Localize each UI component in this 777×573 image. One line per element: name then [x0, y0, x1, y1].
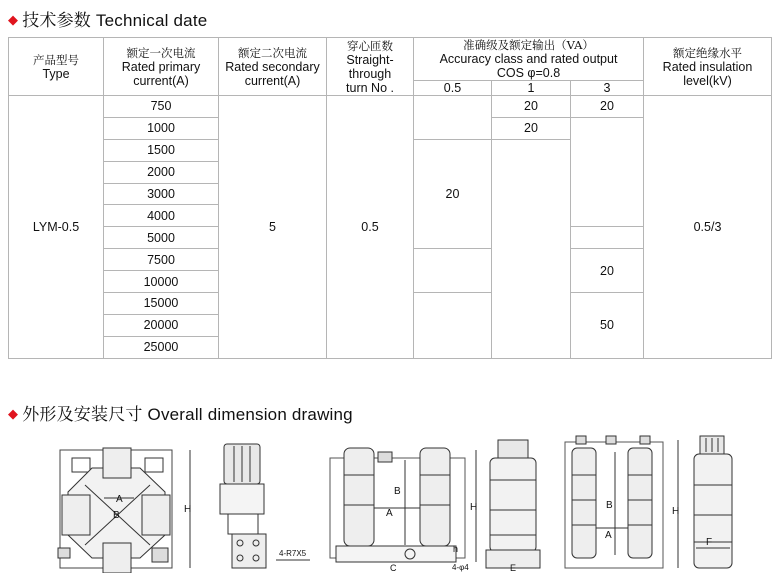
cell-secondary: 5 [219, 96, 327, 359]
header-class-1: 1 [492, 81, 571, 96]
cell-primary: 3000 [104, 183, 219, 205]
cell-class1-empty [492, 139, 571, 358]
cell-turns: 0.5 [327, 96, 414, 359]
cell-primary: 4000 [104, 205, 219, 227]
cell-primary: 750 [104, 96, 219, 118]
cell-class3-empty [571, 117, 644, 226]
cell-primary: 1000 [104, 117, 219, 139]
label-h: H [184, 504, 192, 515]
drawing-front-wide [330, 448, 477, 573]
label-hole-note: 4-φ4 [452, 563, 469, 572]
drawing-side-view-2 [486, 440, 540, 573]
header-turns: 穿心匝数 Straight- through turn No . [327, 38, 414, 96]
header-type: 产品型号 Type [9, 38, 104, 96]
cell-primary: 5000 [104, 227, 219, 249]
header-insulation: 额定绝缘水平 Rated insulation level(kV) [644, 38, 772, 96]
cell-insulation: 0.5/3 [644, 96, 772, 359]
cell-primary: 15000 [104, 293, 219, 315]
cell-primary: 20000 [104, 314, 219, 336]
cell-primary: 25000 [104, 336, 219, 358]
technical-spec-table [8, 37, 772, 359]
cell-class1: 20 [492, 96, 571, 118]
label-a-front: A [386, 508, 393, 519]
dimension-drawings [0, 430, 777, 573]
cell-primary: 7500 [104, 249, 219, 271]
cell-primary: 2000 [104, 161, 219, 183]
label-b: B [113, 510, 120, 521]
drawing-front-tall [565, 436, 679, 568]
cell-class05: 20 [414, 139, 492, 248]
label-r-note: 4-R7X5 [279, 549, 307, 558]
section-title-technical: ◆ 技术参数 Technical date [8, 11, 208, 30]
label-c: C [390, 563, 397, 573]
red-diamond-icon: ◆ [8, 406, 19, 421]
label-f: F [706, 537, 713, 548]
header-secondary-current: 额定二次电流 Rated secondary current(A) [219, 38, 327, 96]
drawing-octagon-front [58, 448, 191, 573]
red-diamond-icon: ◆ [8, 12, 19, 27]
label-a-tall: A [605, 530, 612, 541]
cell-class05-empty [414, 293, 492, 359]
header-primary-current: 额定一次电流 Rated primary current(A) [104, 38, 219, 96]
header-class-0-5: 0.5 [414, 81, 492, 96]
cell-primary: 10000 [104, 271, 219, 293]
header-class-3: 3 [571, 81, 644, 96]
drawing-side-view-1 [220, 444, 310, 568]
label-b-tall: B [606, 500, 613, 511]
label-h-front: H [470, 502, 478, 513]
label-e: E [510, 563, 517, 573]
cell-class3: 20 [571, 96, 644, 118]
cell-class1: 20 [492, 117, 571, 139]
drawing-side-view-3 [694, 436, 732, 568]
cell-class05-empty [414, 249, 492, 293]
header-accuracy: 准确级及额定输出（VA） Accuracy class and rated output COS φ=0.8 [414, 38, 644, 81]
cell-class05-empty [414, 96, 492, 140]
cell-class3: 20 [571, 249, 644, 293]
label-h-small: h [453, 544, 459, 554]
label-h-tall: H [672, 506, 680, 517]
label-b-front: B [394, 486, 401, 497]
cell-type: LYM-0.5 [9, 96, 104, 359]
cell-class3: 50 [571, 293, 644, 359]
label-a: A [116, 494, 123, 505]
cell-primary: 1500 [104, 139, 219, 161]
section-title-dimension: ◆ 外形及安装尺寸 Overall dimension drawing [8, 405, 353, 424]
